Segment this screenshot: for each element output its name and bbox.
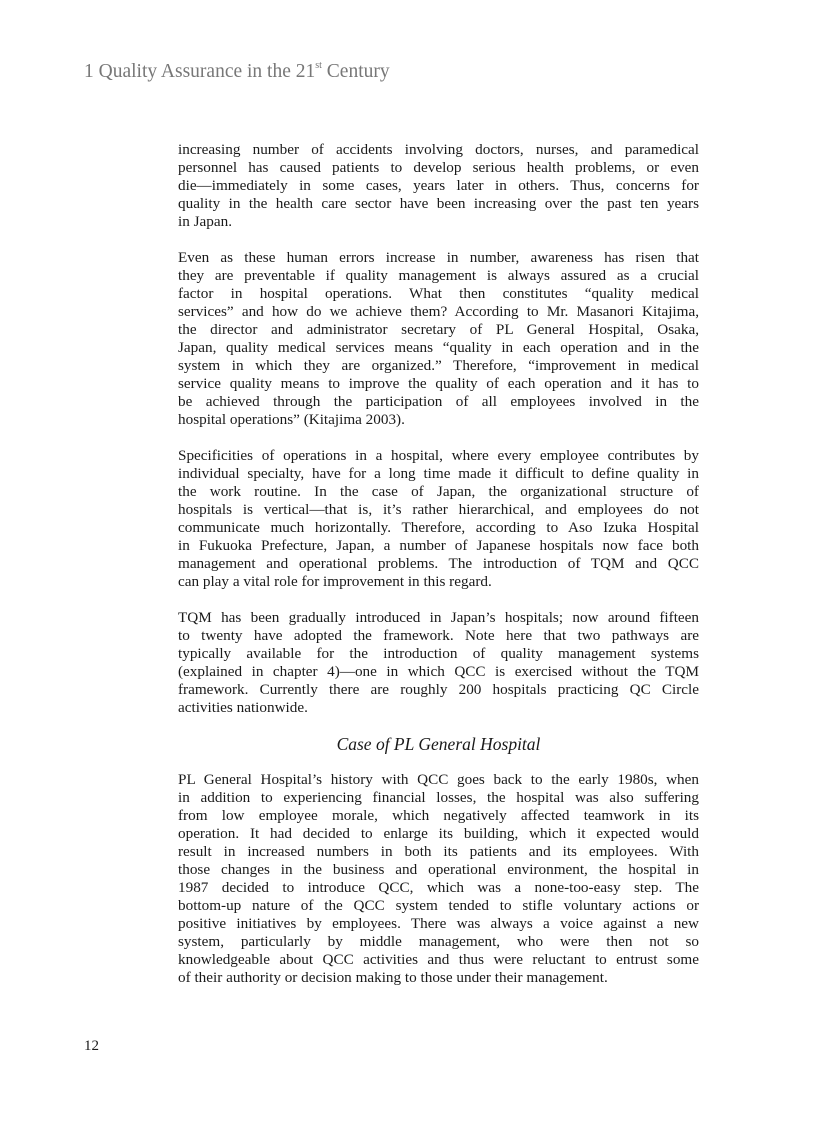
text-line: to twenty have adopted the framework. Note here that two pathways are	[178, 627, 699, 644]
chapter-title-superscript: st	[315, 60, 322, 71]
page-number: 12	[84, 1038, 99, 1054]
paragraph	[178, 609, 699, 717]
text-line: Specificities of operations in a hospital, where every employee contributes by	[178, 447, 699, 464]
text-line: management and operational problems. The introduction of TQM and QCC	[178, 555, 699, 572]
text-line: activities nationwide.	[178, 699, 308, 716]
text-line: personnel has caused patients to develop serious health problems, or even	[178, 159, 699, 176]
text-line: die—immediately in some cases, years later in others. Thus, concerns for	[178, 177, 699, 194]
paragraph	[178, 771, 699, 987]
text-line: from low employee morale, which negatively affected teamwork in its	[178, 807, 699, 824]
chapter-title: 1 Quality Assurance in the 21	[84, 61, 316, 82]
text-line: of their authority or decision making to those under their management.	[178, 969, 608, 986]
text-line: system, particularly by middle management, who were then not so	[178, 933, 699, 950]
text-line: can play a vital role for improvement in this regard.	[178, 573, 492, 590]
text-line: hospitals is vertical—that is, it’s rather hierarchical, and employees do not	[178, 501, 699, 518]
text-line: Even as these human errors increase in number, awareness has risen that	[178, 249, 699, 266]
text-line: service quality means to improve the quality of each operation and it has to	[178, 375, 699, 392]
chapter-title-suffix: Century	[321, 61, 390, 82]
text-line: communicate much horizontally. Therefore, according to Aso Izuka Hospital	[178, 519, 699, 536]
text-line: typically available for the introduction of quality management systems	[178, 645, 699, 662]
text-line: individual specialty, have for a long time made it difficult to define quality in	[178, 465, 699, 482]
text-line: in Fukuoka Prefecture, Japan, a number of Japanese hospitals now face both	[178, 537, 699, 554]
text-line: increasing number of accidents involving doctors, nurses, and paramedical	[178, 141, 699, 158]
text-line: operation. It had decided to enlarge its building, which it expected would	[178, 825, 699, 842]
paragraph	[178, 141, 699, 231]
text-line: 1987 decided to introduce QCC, which was a none-too-easy step. The	[178, 879, 699, 896]
text-line: result in increased numbers in both its patients and its employees. With	[178, 843, 699, 860]
text-line: system in which they are organized.” Therefore, “improvement in medical	[178, 357, 699, 374]
text-line: PL General Hospital’s history with QCC goes back to the early 1980s, when	[178, 771, 699, 788]
text-line: bottom-up nature of the QCC system tended to stifle voluntary actions or	[178, 897, 699, 914]
text-line: quality in the health care sector have been increasing over the past ten years	[178, 195, 699, 212]
text-line: the director and administrator secretary of PL General Hospital, Osaka,	[178, 321, 699, 338]
text-line: services” and how do we achieve them? According to Mr. Masanori Kitajima,	[178, 303, 699, 320]
text-line: the work routine. In the case of Japan, the organizational structure of	[178, 483, 699, 500]
text-line: Japan, quality medical services means “quality in each operation and in the	[178, 339, 699, 356]
text-line: hospital operations” (Kitajima 2003).	[178, 411, 405, 428]
text-line: positive initiatives by employees. There was always a voice against a new	[178, 915, 699, 932]
paragraph	[178, 447, 699, 591]
text-line: TQM has been gradually introduced in Japan’s hospitals; now around fifteen	[178, 609, 699, 626]
text-line: in addition to experiencing financial losses, the hospital was also suffering	[178, 789, 699, 806]
text-line: framework. Currently there are roughly 200 hospitals practicing QC Circle	[178, 681, 699, 698]
text-line: factor in hospital operations. What then constitutes “quality medical	[178, 285, 699, 302]
running-header	[84, 61, 390, 83]
body-text	[178, 141, 699, 1005]
section-heading: Case of PL General Hospital	[336, 734, 541, 754]
text-line: (explained in chapter 4)—one in which QCC is exercised without the TQM	[178, 663, 699, 680]
paragraphs-after-heading	[178, 771, 699, 987]
paragraph	[178, 249, 699, 429]
text-line: in Japan.	[178, 213, 232, 230]
text-line: they are preventable if quality management is always assured as a crucial	[178, 267, 699, 284]
paragraphs-before-heading	[178, 141, 699, 717]
text-line: be achieved through the participation of all employees involved in the	[178, 393, 699, 410]
text-line: knowledgeable about QCC activities and thus were reluctant to entrust some	[178, 951, 699, 968]
text-line: those changes in the business and operational environment, the hospital in	[178, 861, 699, 878]
